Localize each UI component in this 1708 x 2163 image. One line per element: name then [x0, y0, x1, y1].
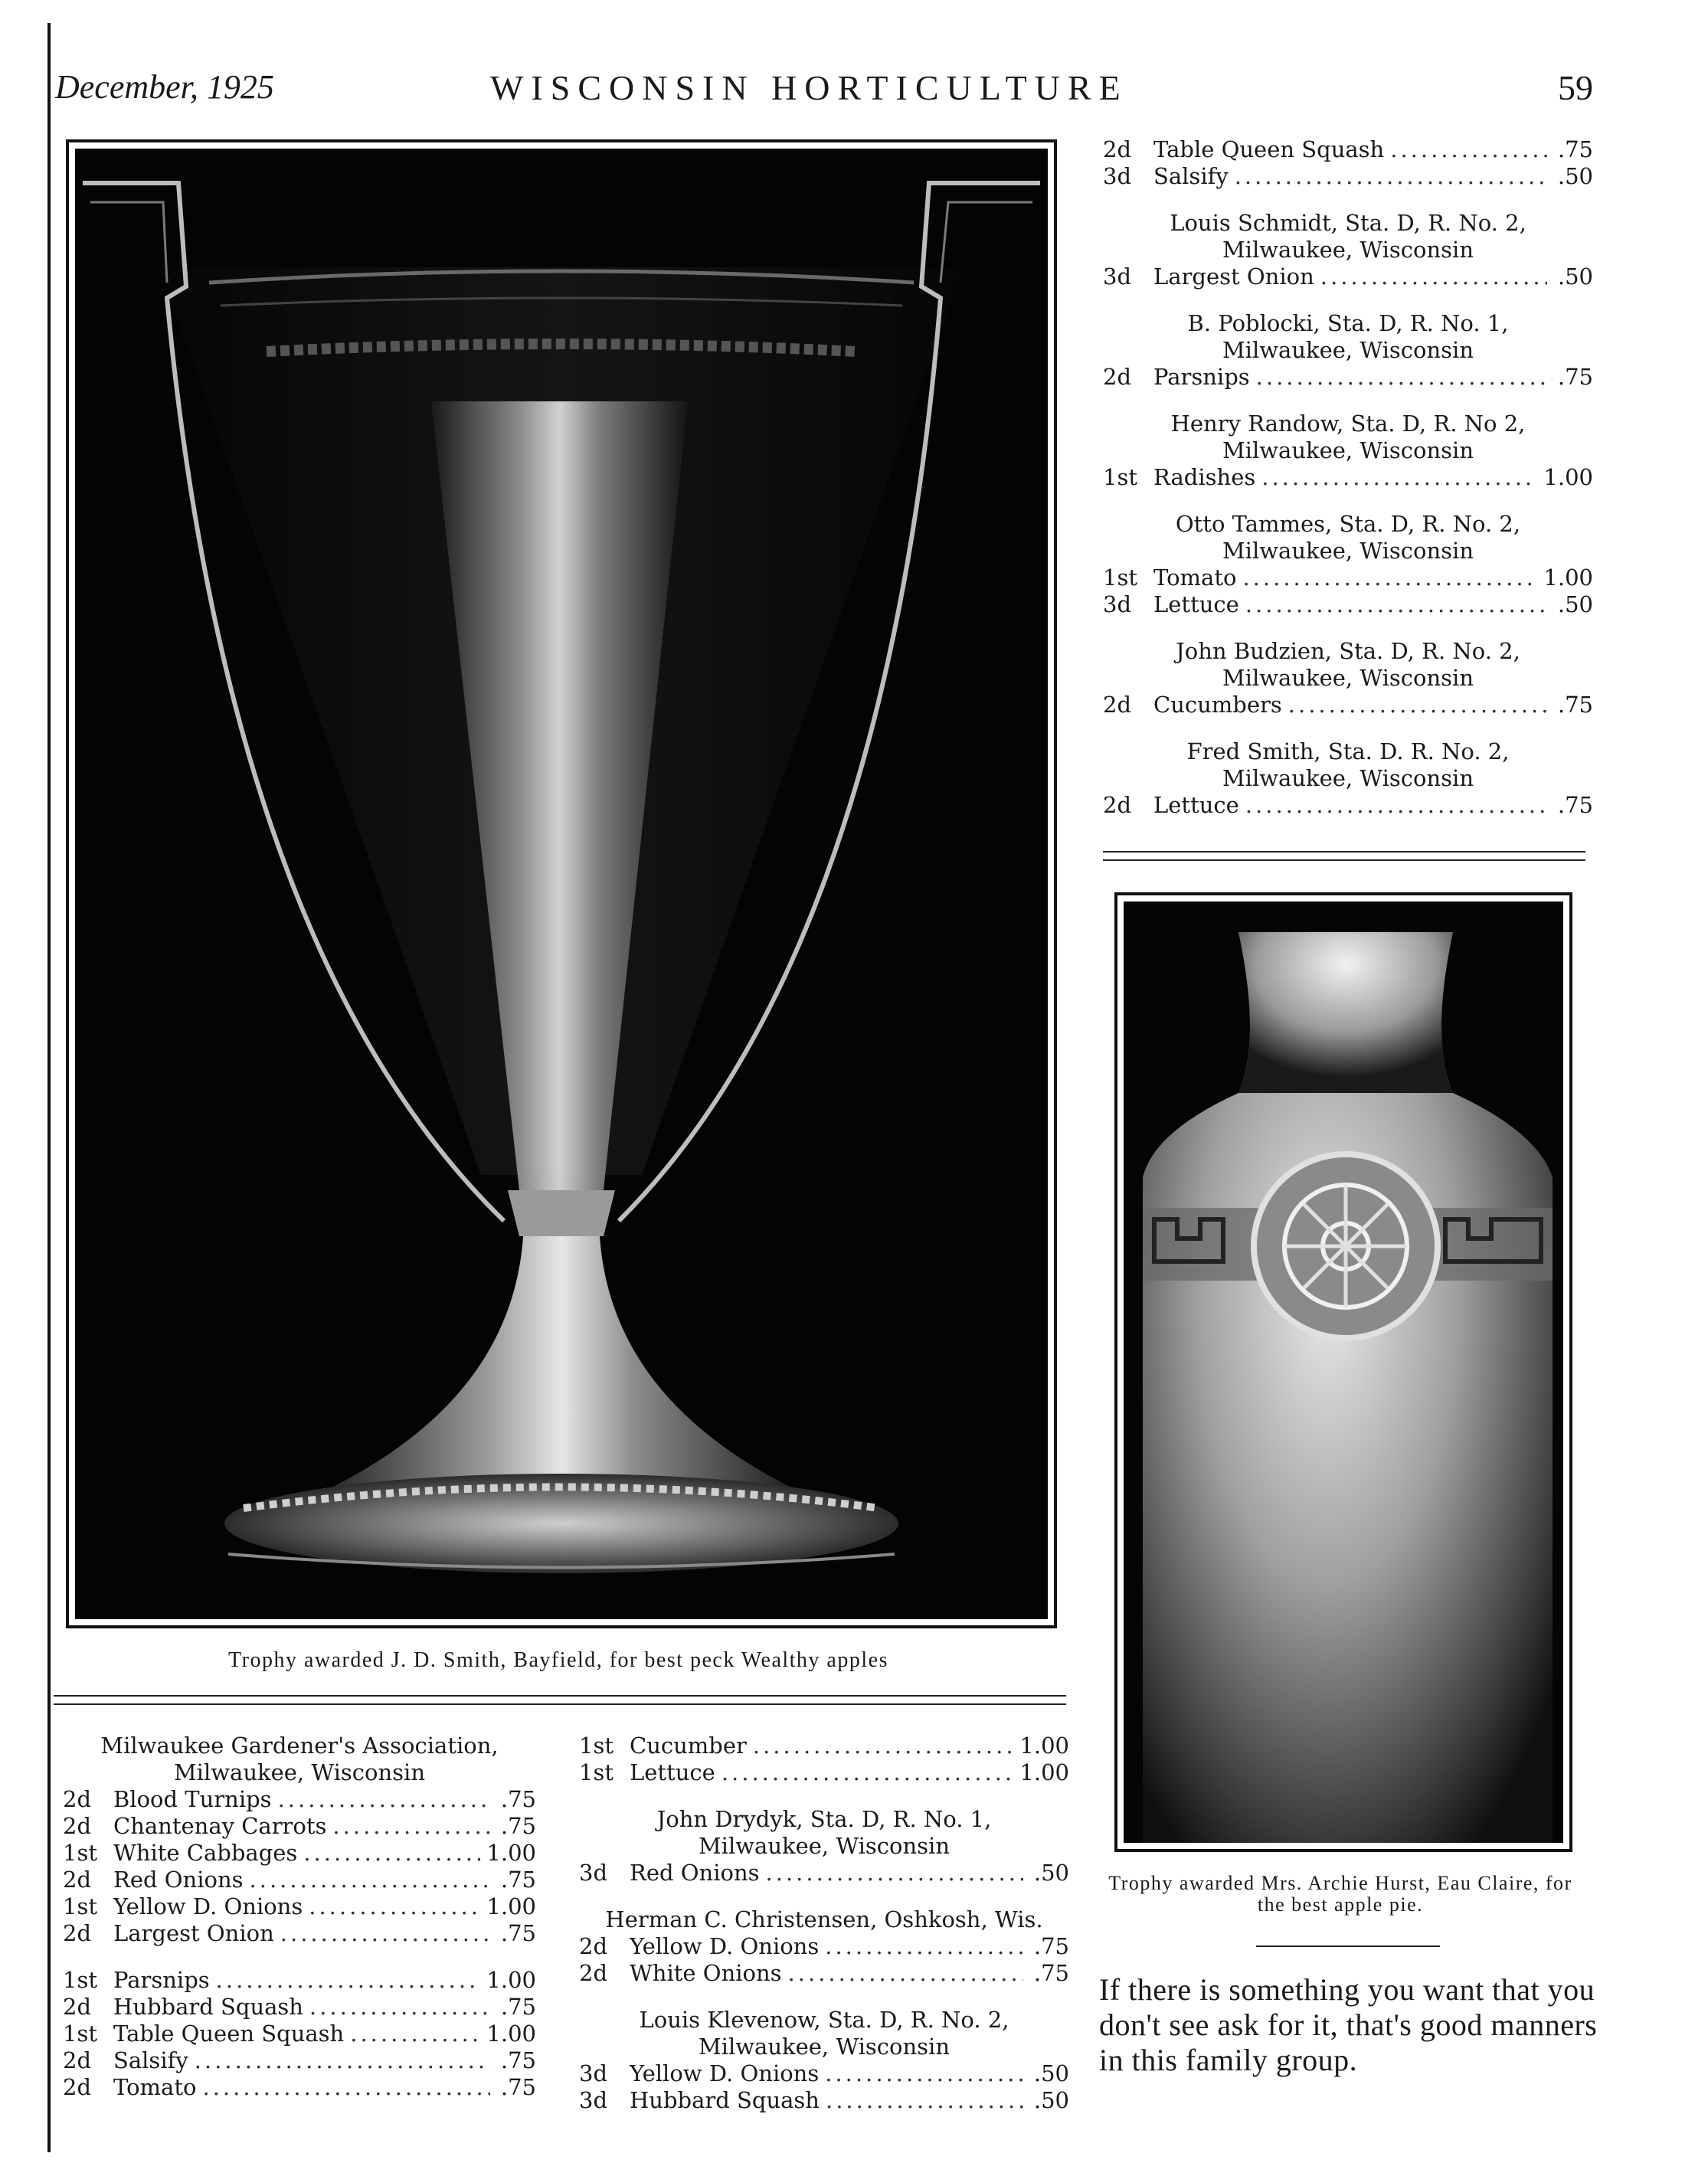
- prize-place: 1st: [63, 1840, 97, 1866]
- prize-place: 2d: [63, 1786, 92, 1812]
- prize-place: 2d: [1103, 792, 1132, 818]
- prize-item: Hubbard Squash: [113, 1994, 303, 2020]
- exhibitor-name: John Drydyk, Sta. D, R. No. 1,: [656, 1806, 992, 1832]
- prize-amount: .75: [500, 2074, 536, 2100]
- prize-place: 3d: [1103, 591, 1132, 617]
- prize-amount: .75: [500, 1867, 536, 1893]
- loving-cup-image: [75, 149, 1048, 1619]
- prize-entry: [1103, 464, 1593, 491]
- dot-leader: [309, 1893, 480, 1920]
- prize-item: Lettuce: [630, 1759, 715, 1785]
- dot-leader: [1288, 692, 1547, 718]
- dot-leader: [1245, 792, 1547, 819]
- group-gap: [579, 1987, 1069, 2007]
- prize-item: Blood Turnips: [113, 1786, 272, 1812]
- prize-entry: [579, 2060, 1069, 2087]
- prize-item: Cucumbers: [1153, 692, 1282, 718]
- prize-amount: .75: [1033, 1960, 1069, 1986]
- prize-place: 2d: [1103, 692, 1132, 718]
- group-gap: [1103, 290, 1593, 310]
- dot-leader: [1235, 163, 1547, 190]
- dot-leader: [278, 1786, 490, 1813]
- exhibitor-address: Milwaukee, Wisconsin: [1222, 437, 1474, 463]
- prize-entry: [579, 1933, 1069, 1960]
- prize-amount: .75: [500, 1813, 536, 1839]
- prize-amount: 1.00: [486, 1893, 536, 1919]
- prize-entry: [1103, 263, 1593, 290]
- dot-leader: [309, 1994, 490, 2021]
- prize-entry: [63, 2047, 536, 2074]
- prize-entry: [1103, 163, 1593, 190]
- exhibitor-name: Henry Randow, Sta. D, R. No 2,: [1170, 411, 1526, 437]
- dot-leader: [825, 1933, 1023, 1960]
- prize-amount: 1.00: [1019, 1733, 1069, 1759]
- group-gap: [579, 1786, 1069, 1806]
- prize-item: Salsify: [1153, 163, 1229, 189]
- dot-leader: [280, 1920, 490, 1947]
- prize-item: Tomato: [1153, 564, 1237, 591]
- prize-place: 1st: [1103, 464, 1137, 490]
- prize-place: 1st: [1103, 564, 1137, 591]
- prize-amount: .75: [1557, 136, 1593, 162]
- group-gap: [1103, 190, 1593, 210]
- issue-date: December, 1925: [55, 68, 274, 106]
- prize-entry: [1103, 591, 1593, 618]
- dot-leader: [1320, 263, 1547, 290]
- exhibitor-name: John Budzien, Sta. D, R. No. 2,: [1176, 638, 1520, 664]
- prize-amount: 1.00: [486, 1967, 536, 1993]
- prize-entry: [63, 1893, 536, 1920]
- prize-amount: .50: [1557, 263, 1593, 290]
- dot-leader: [1256, 364, 1547, 391]
- exhibitor-address: Milwaukee, Wisconsin: [1222, 665, 1474, 691]
- prize-item: Largest Onion: [113, 1920, 274, 1946]
- exhibitor-name: Louis Schmidt, Sta. D, R. No. 2,: [1170, 210, 1526, 236]
- prize-entry: [63, 1867, 536, 1893]
- prize-entry: [1103, 364, 1593, 391]
- closing-note: If there is something you want that you don't see ask for it, that's good manners in this family group.: [1099, 1972, 1598, 2077]
- results-column-right: [1103, 136, 1593, 819]
- vase-trophy-photo: [1114, 892, 1572, 1852]
- group-gap: [1103, 718, 1593, 738]
- exhibitor-address: Milwaukee, Wisconsin: [1222, 765, 1474, 791]
- exhibitor-name: Fred Smith, Sta. D. R. No. 2,: [1186, 738, 1510, 764]
- prize-entry: [1103, 692, 1593, 718]
- prize-place: 2d: [63, 2047, 92, 2073]
- prize-entry: [1103, 792, 1593, 819]
- prize-entry: [579, 1759, 1069, 1786]
- dot-leader: [1242, 564, 1537, 591]
- prize-amount: .75: [500, 2047, 536, 2073]
- magazine-title: WISCONSIN HORTICULTURE: [490, 68, 1128, 107]
- left-margin-rule: [47, 23, 51, 2152]
- exhibitor-name: Louis Klevenow, Sta. D, R. No. 2,: [639, 2007, 1009, 2033]
- prize-place: 2d: [63, 1867, 92, 1893]
- prize-item: Radishes: [1153, 464, 1256, 490]
- short-separator-rule: [1256, 1945, 1440, 1947]
- dot-leader: [350, 2021, 480, 2047]
- group-gap: [579, 1886, 1069, 1906]
- right-photo-caption: Trophy awarded Mrs. Archie Hurst, Eau Claire, for the best apple pie.: [1108, 1872, 1572, 1916]
- dot-leader: [721, 1759, 1014, 1786]
- exhibitor-address: Milwaukee, Wisconsin: [1222, 538, 1474, 564]
- dot-leader: [1390, 136, 1547, 163]
- prize-place: 2d: [1103, 136, 1132, 162]
- prize-amount: .50: [1033, 1860, 1069, 1886]
- prize-place: 2d: [1103, 364, 1132, 390]
- prize-item: White Onions: [630, 1960, 782, 1986]
- prize-item: Hubbard Squash: [630, 2087, 820, 2113]
- prize-amount: 1.00: [1019, 1759, 1069, 1785]
- dot-leader: [753, 1733, 1014, 1759]
- prize-item: Parsnips: [113, 1967, 210, 1993]
- prize-amount: .75: [1033, 1933, 1069, 1959]
- prize-entry: [63, 1840, 536, 1867]
- exhibitor-address: Milwaukee, Wisconsin: [173, 1759, 426, 1785]
- dot-leader: [766, 1860, 1023, 1886]
- exhibitor-address: Milwaukee, Wisconsin: [1222, 237, 1474, 263]
- prize-item: Table Queen Squash: [113, 2021, 345, 2047]
- prize-entry: [63, 1967, 536, 1994]
- dot-leader: [216, 1967, 481, 1994]
- prize-amount: .50: [1557, 591, 1593, 617]
- prize-place: 1st: [63, 2021, 97, 2047]
- prize-amount: .75: [500, 1920, 536, 1946]
- prize-amount: 1.00: [486, 2021, 536, 2047]
- prize-entry: [579, 1860, 1069, 1886]
- dot-leader: [1261, 464, 1537, 491]
- prize-place: 3d: [1103, 163, 1132, 189]
- prize-item: Red Onions: [630, 1860, 760, 1886]
- results-column-left: [63, 1733, 536, 2101]
- prize-place: 2d: [579, 1933, 608, 1959]
- prize-amount: .75: [500, 1994, 536, 2020]
- prize-item: Lettuce: [1153, 792, 1239, 818]
- prize-entry: [63, 1994, 536, 2021]
- prize-place: 3d: [1103, 263, 1132, 290]
- prize-amount: 1.00: [1543, 464, 1593, 490]
- prize-place: 3d: [579, 1860, 608, 1886]
- prize-amount: 1.00: [1543, 564, 1593, 591]
- dot-leader: [1245, 591, 1547, 618]
- exhibitor-name: Milwaukee Gardener's Association,: [100, 1733, 499, 1759]
- prize-item: Parsnips: [1153, 364, 1250, 390]
- exhibitor-address: Milwaukee, Wisconsin: [1222, 337, 1474, 363]
- left-photo-caption: Trophy awarded J. D. Smith, Bayfield, for best peck Wealthy apples: [228, 1648, 888, 1672]
- prize-item: Largest Onion: [1153, 263, 1314, 290]
- page-number: 59: [1558, 68, 1593, 107]
- prize-amount: .75: [1557, 364, 1593, 390]
- prize-item: Tomato: [113, 2074, 197, 2100]
- group-gap: [1103, 391, 1593, 411]
- prize-entry: [63, 2021, 536, 2047]
- prize-item: Yellow D. Onions: [630, 1933, 820, 1959]
- prize-entry: [579, 1733, 1069, 1759]
- dot-leader: [788, 1960, 1023, 1987]
- prize-amount: .75: [1557, 792, 1593, 818]
- prize-item: Chantenay Carrots: [113, 1813, 327, 1839]
- prize-item: Lettuce: [1153, 591, 1239, 617]
- exhibitor-name: Otto Tammes, Sta. D, R. No. 2,: [1175, 511, 1521, 537]
- group-gap: [1103, 491, 1593, 511]
- prize-entry: [579, 1960, 1069, 1987]
- exhibitor-name: B. Poblocki, Sta. D, R. No. 1,: [1187, 310, 1509, 336]
- left-section-rule: [54, 1695, 1066, 1705]
- prize-item: Salsify: [113, 2047, 188, 2073]
- results-column-middle: [579, 1733, 1069, 2114]
- prize-place: 1st: [63, 1893, 97, 1919]
- right-section-rule: [1103, 851, 1585, 861]
- prize-entry: [63, 2074, 536, 2101]
- group-gap: [1103, 618, 1593, 638]
- prize-place: 1st: [63, 1967, 97, 1993]
- exhibitor-address: Milwaukee, Wisconsin: [698, 2034, 951, 2060]
- dot-leader: [826, 2087, 1023, 2114]
- prize-item: Cucumber: [630, 1733, 747, 1759]
- prize-entry: [63, 1920, 536, 1947]
- dot-leader: [332, 1813, 490, 1840]
- prize-place: 2d: [63, 1994, 92, 2020]
- dot-leader: [250, 1867, 490, 1893]
- prize-entry: [1103, 136, 1593, 163]
- prize-amount: .75: [1557, 692, 1593, 718]
- prize-item: Red Onions: [113, 1867, 244, 1893]
- dot-leader: [825, 2060, 1023, 2087]
- prize-amount: .50: [1033, 2060, 1069, 2086]
- dot-leader: [195, 2047, 490, 2074]
- dot-leader: [303, 1840, 480, 1867]
- prize-item: White Cabbages: [113, 1840, 298, 1866]
- prize-entry: [1103, 564, 1593, 591]
- prize-item: Table Queen Squash: [1153, 136, 1385, 162]
- prize-place: 3d: [579, 2087, 608, 2113]
- prize-place: 2d: [63, 1920, 92, 1946]
- prize-amount: .75: [500, 1786, 536, 1812]
- prize-amount: .50: [1557, 163, 1593, 189]
- prize-place: 1st: [579, 1733, 614, 1759]
- prize-entry: [63, 1786, 536, 1813]
- prize-amount: .50: [1033, 2087, 1069, 2113]
- prize-entry: [63, 1813, 536, 1840]
- prize-place: 2d: [579, 1960, 608, 1986]
- prize-amount: 1.00: [486, 1840, 536, 1866]
- prize-place: 3d: [579, 2060, 608, 2086]
- exhibitor-address: Milwaukee, Wisconsin: [698, 1833, 951, 1859]
- prize-entry: [579, 2087, 1069, 2114]
- loving-cup-trophy-photo: [66, 139, 1057, 1628]
- exhibitor-name: Herman C. Christensen, Oshkosh, Wis.: [605, 1906, 1043, 1932]
- prize-item: Yellow D. Onions: [630, 2060, 820, 2086]
- vase-image: [1124, 902, 1563, 1843]
- prize-place: 1st: [579, 1759, 614, 1785]
- prize-place: 2d: [63, 2074, 92, 2100]
- dot-leader: [202, 2074, 490, 2101]
- prize-place: 2d: [63, 1813, 92, 1839]
- group-gap: [63, 1947, 536, 1967]
- prize-item: Yellow D. Onions: [113, 1893, 303, 1919]
